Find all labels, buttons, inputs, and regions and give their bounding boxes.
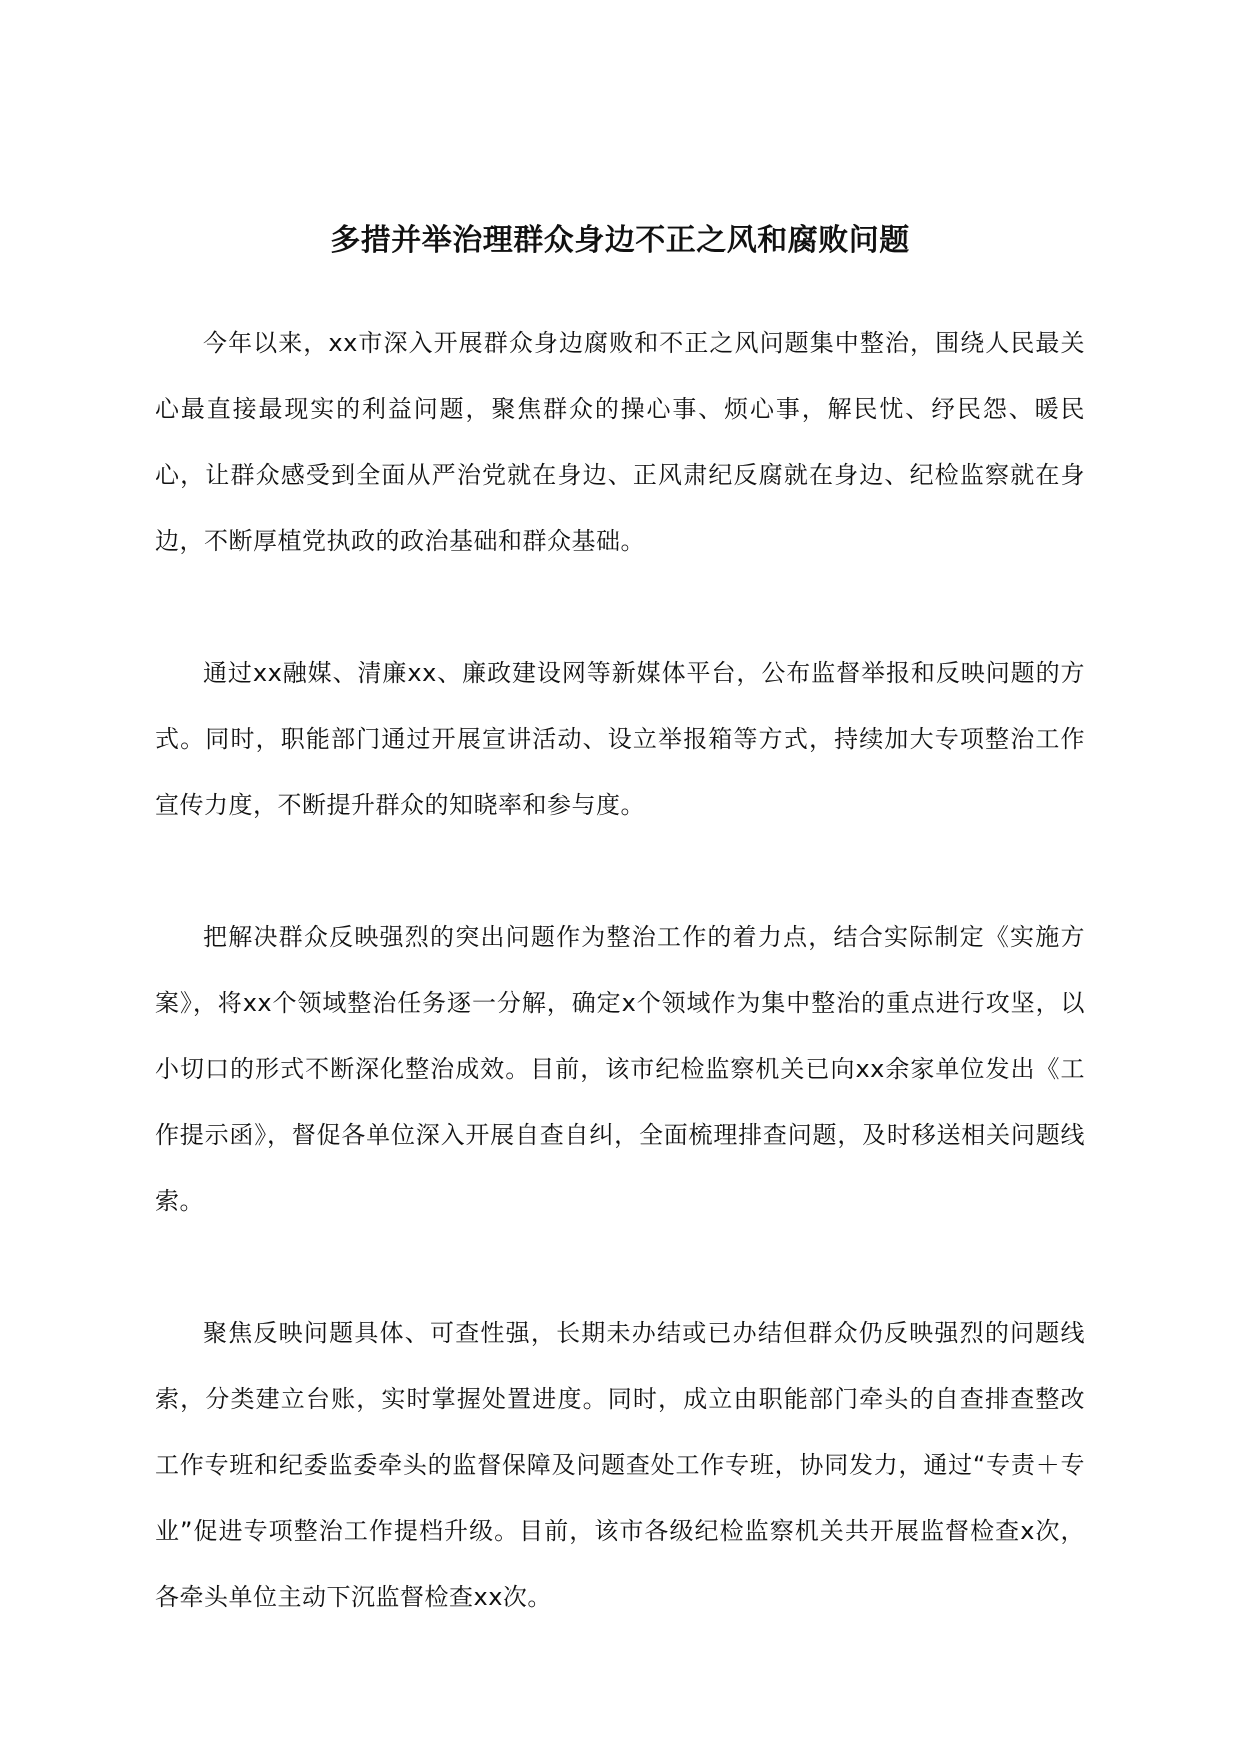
paragraph-3: 把解决群众反映强烈的突出问题作为整治工作的着力点，结合实际制定《实施方案》，将xx个领域整治任务逐一分解，确定x个领域作为集中整治的重点进行攻坚，以小切口的形式不断深化整治成效。目前，该市纪检监察机关已向xx余家单位发出《工作提示函》，督促各单位深入开展自查自纠，全面梳理排查问题，及时移送相关问题线索。 bbox=[155, 923, 1085, 1215]
paragraph-4: 聚焦反映问题具体、可查性强，长期未办结或已办结但群众仍反映强烈的问题线索，分类建立台账，实时掌握处置进度。同时，成立由职能部门牵头的自查排查整改工作专班和纪委监委牵头的监督保障及问题查处工作专班，协同发力，通过“专责＋专业”促进专项整治工作提档升级。目前，该市各级纪检监察机关共开展监督检查x次，各牵头单位主动下沉监督检查xx次。 bbox=[155, 1319, 1085, 1611]
paragraph-2: 通过xx融媒、清廉xx、廉政建设网等新媒体平台，公布监督举报和反映问题的方式。同时，职能部门通过开展宣讲活动、设立举报箱等方式，持续加大专项整治工作宣传力度，不断提升群众的知晓率和参与度。 bbox=[155, 659, 1085, 819]
document-body bbox=[155, 310, 1085, 1630]
document-title: 多措并举治理群众身边不正之风和腐败问题 bbox=[330, 223, 910, 258]
paragraph-1: 今年以来，xx市深入开展群众身边腐败和不正之风问题集中整治，围绕人民最关心最直接最现实的利益问题，聚焦群众的操心事、烦心事，解民忧、纾民怨、暖民心，让群众感受到全面从严治党就在身边、正风肃纪反腐就在身边、纪检监察就在身边，不断厚植党执政的政治基础和群众基础。 bbox=[155, 329, 1085, 555]
